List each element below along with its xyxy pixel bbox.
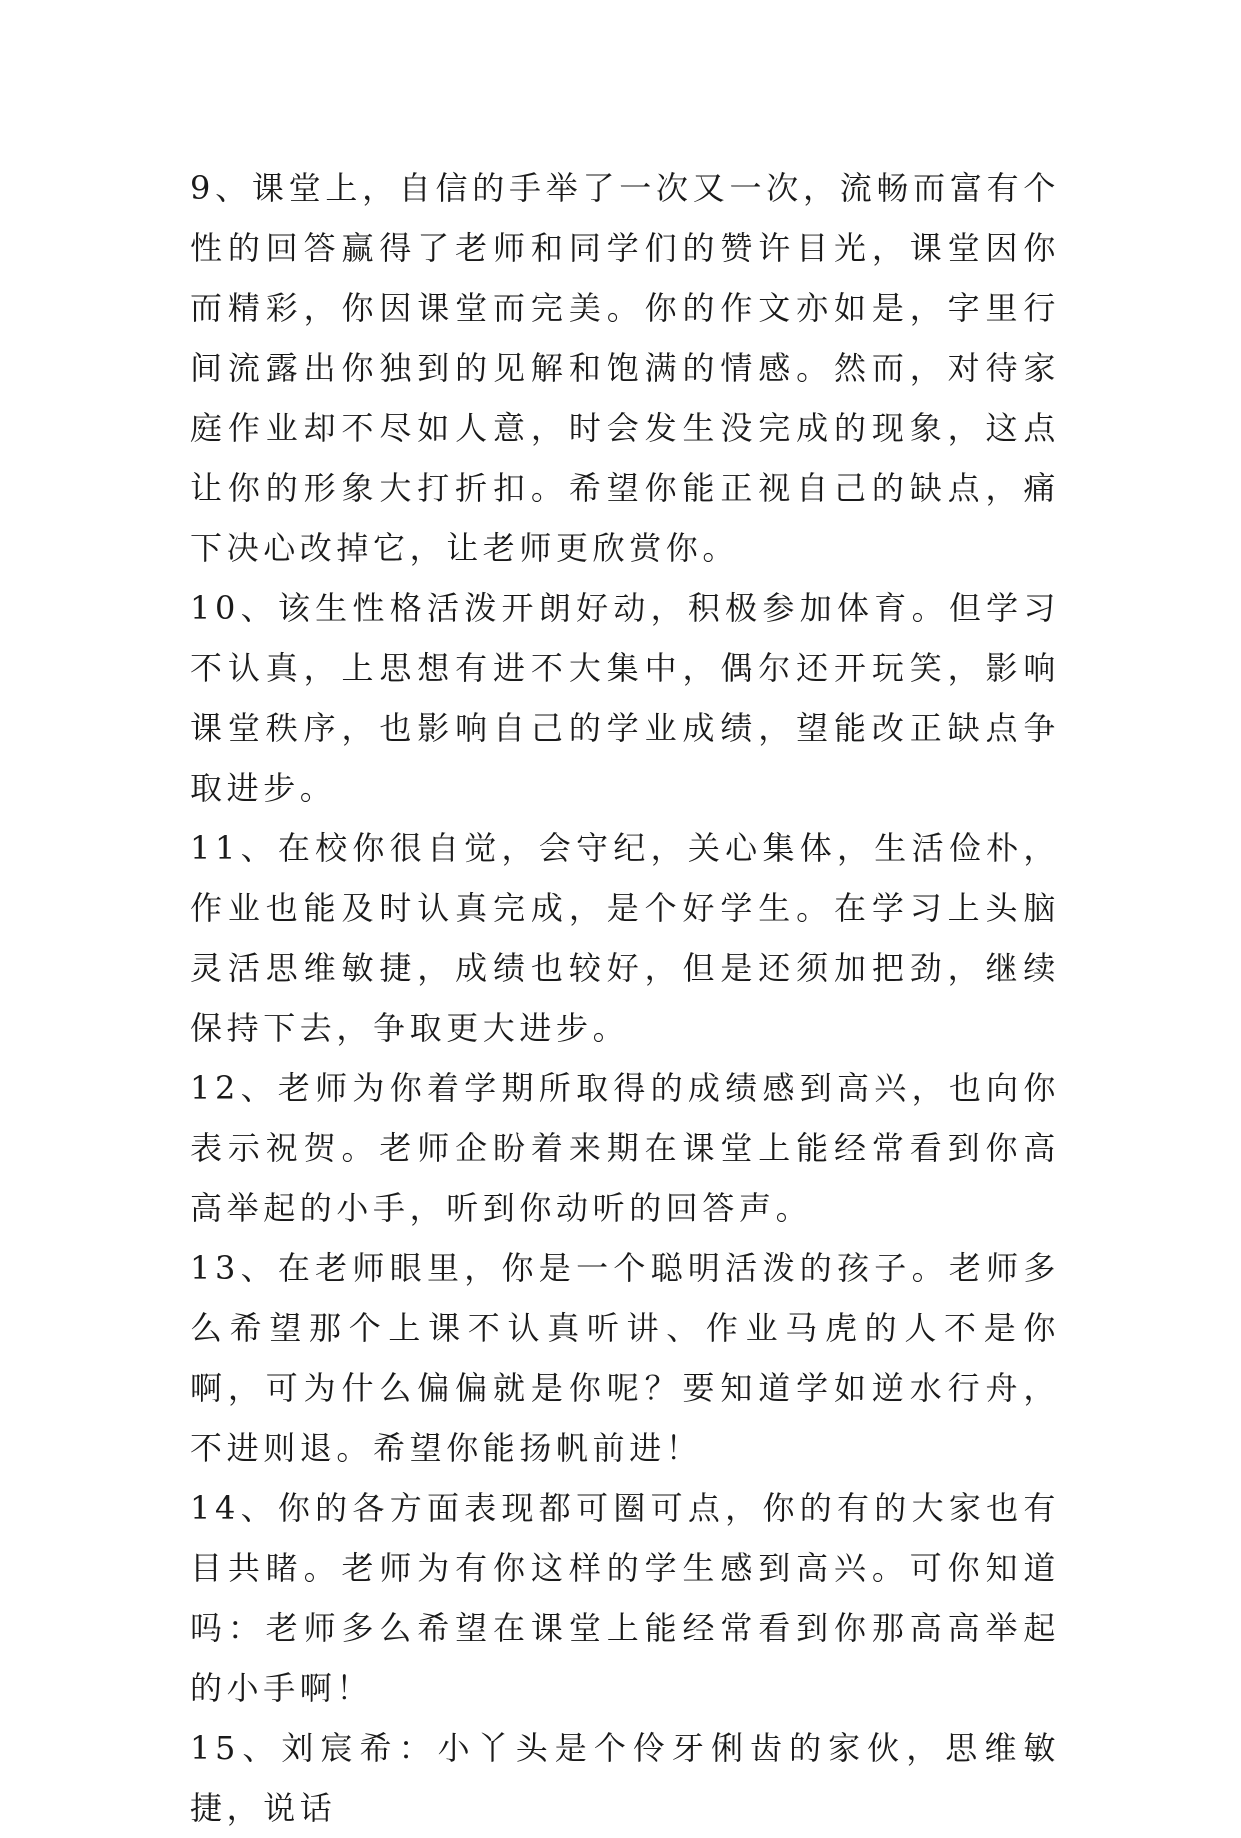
comment-entry-14: 14、你的各方面表现都可圈可点，你的有的大家也有目共睹。老师为有你这样的学生感到高兴。可你知道吗：老师多么希望在课堂上能经常看到你那高高举起的小手啊！: [190, 1489, 1060, 1707]
comment-entry-13: 13、在老师眼里，你是一个聪明活泼的孩子。老师多么希望那个上课不认真听讲、作业马虎的人不是你啊，可为什么偏偏就是你呢？要知道学如逆水行舟，不进则退。希望你能扬帆前进！: [190, 1249, 1060, 1467]
comment-entry-10: 10、该生性格活泼开朗好动，积极参加体育。但学习不认真，上思想有进不大集中，偶尔还开玩笑，影响课堂秩序，也影响自己的学业成绩，望能改正缺点争取进步。: [190, 589, 1060, 807]
comment-entry-15: 15、刘宸希：小丫头是个伶牙俐齿的家伙，思维敏捷，说话: [190, 1729, 1060, 1827]
comment-entry-11: 11、在校你很自觉，会守纪，关心集体，生活俭朴，作业也能及时认真完成，是个好学生。在学习上头脑灵活思维敏捷，成绩也较好，但是还须加把劲，继续保持下去，争取更大进步。: [190, 829, 1060, 1047]
comment-entry-9: 9、课堂上，自信的手举了一次又一次，流畅而富有个性的回答赢得了老师和同学们的赞许目光，课堂因你而精彩，你因课堂而完美。你的作文亦如是，字里行间流露出你独到的见解和饱满的情感。然而，对待家庭作业却不尽如人意，时会发生没完成的现象，这点让你的形象大打折扣。希望你能正视自己的缺点，痛下决心改掉它，让老师更欣赏你。: [190, 169, 1060, 567]
document-body: [190, 158, 1060, 1838]
comment-entry-12: 12、老师为你着学期所取得的成绩感到高兴，也向你表示祝贺。老师企盼着来期在课堂上能经常看到你高高举起的小手，听到你动听的回答声。: [190, 1069, 1060, 1227]
